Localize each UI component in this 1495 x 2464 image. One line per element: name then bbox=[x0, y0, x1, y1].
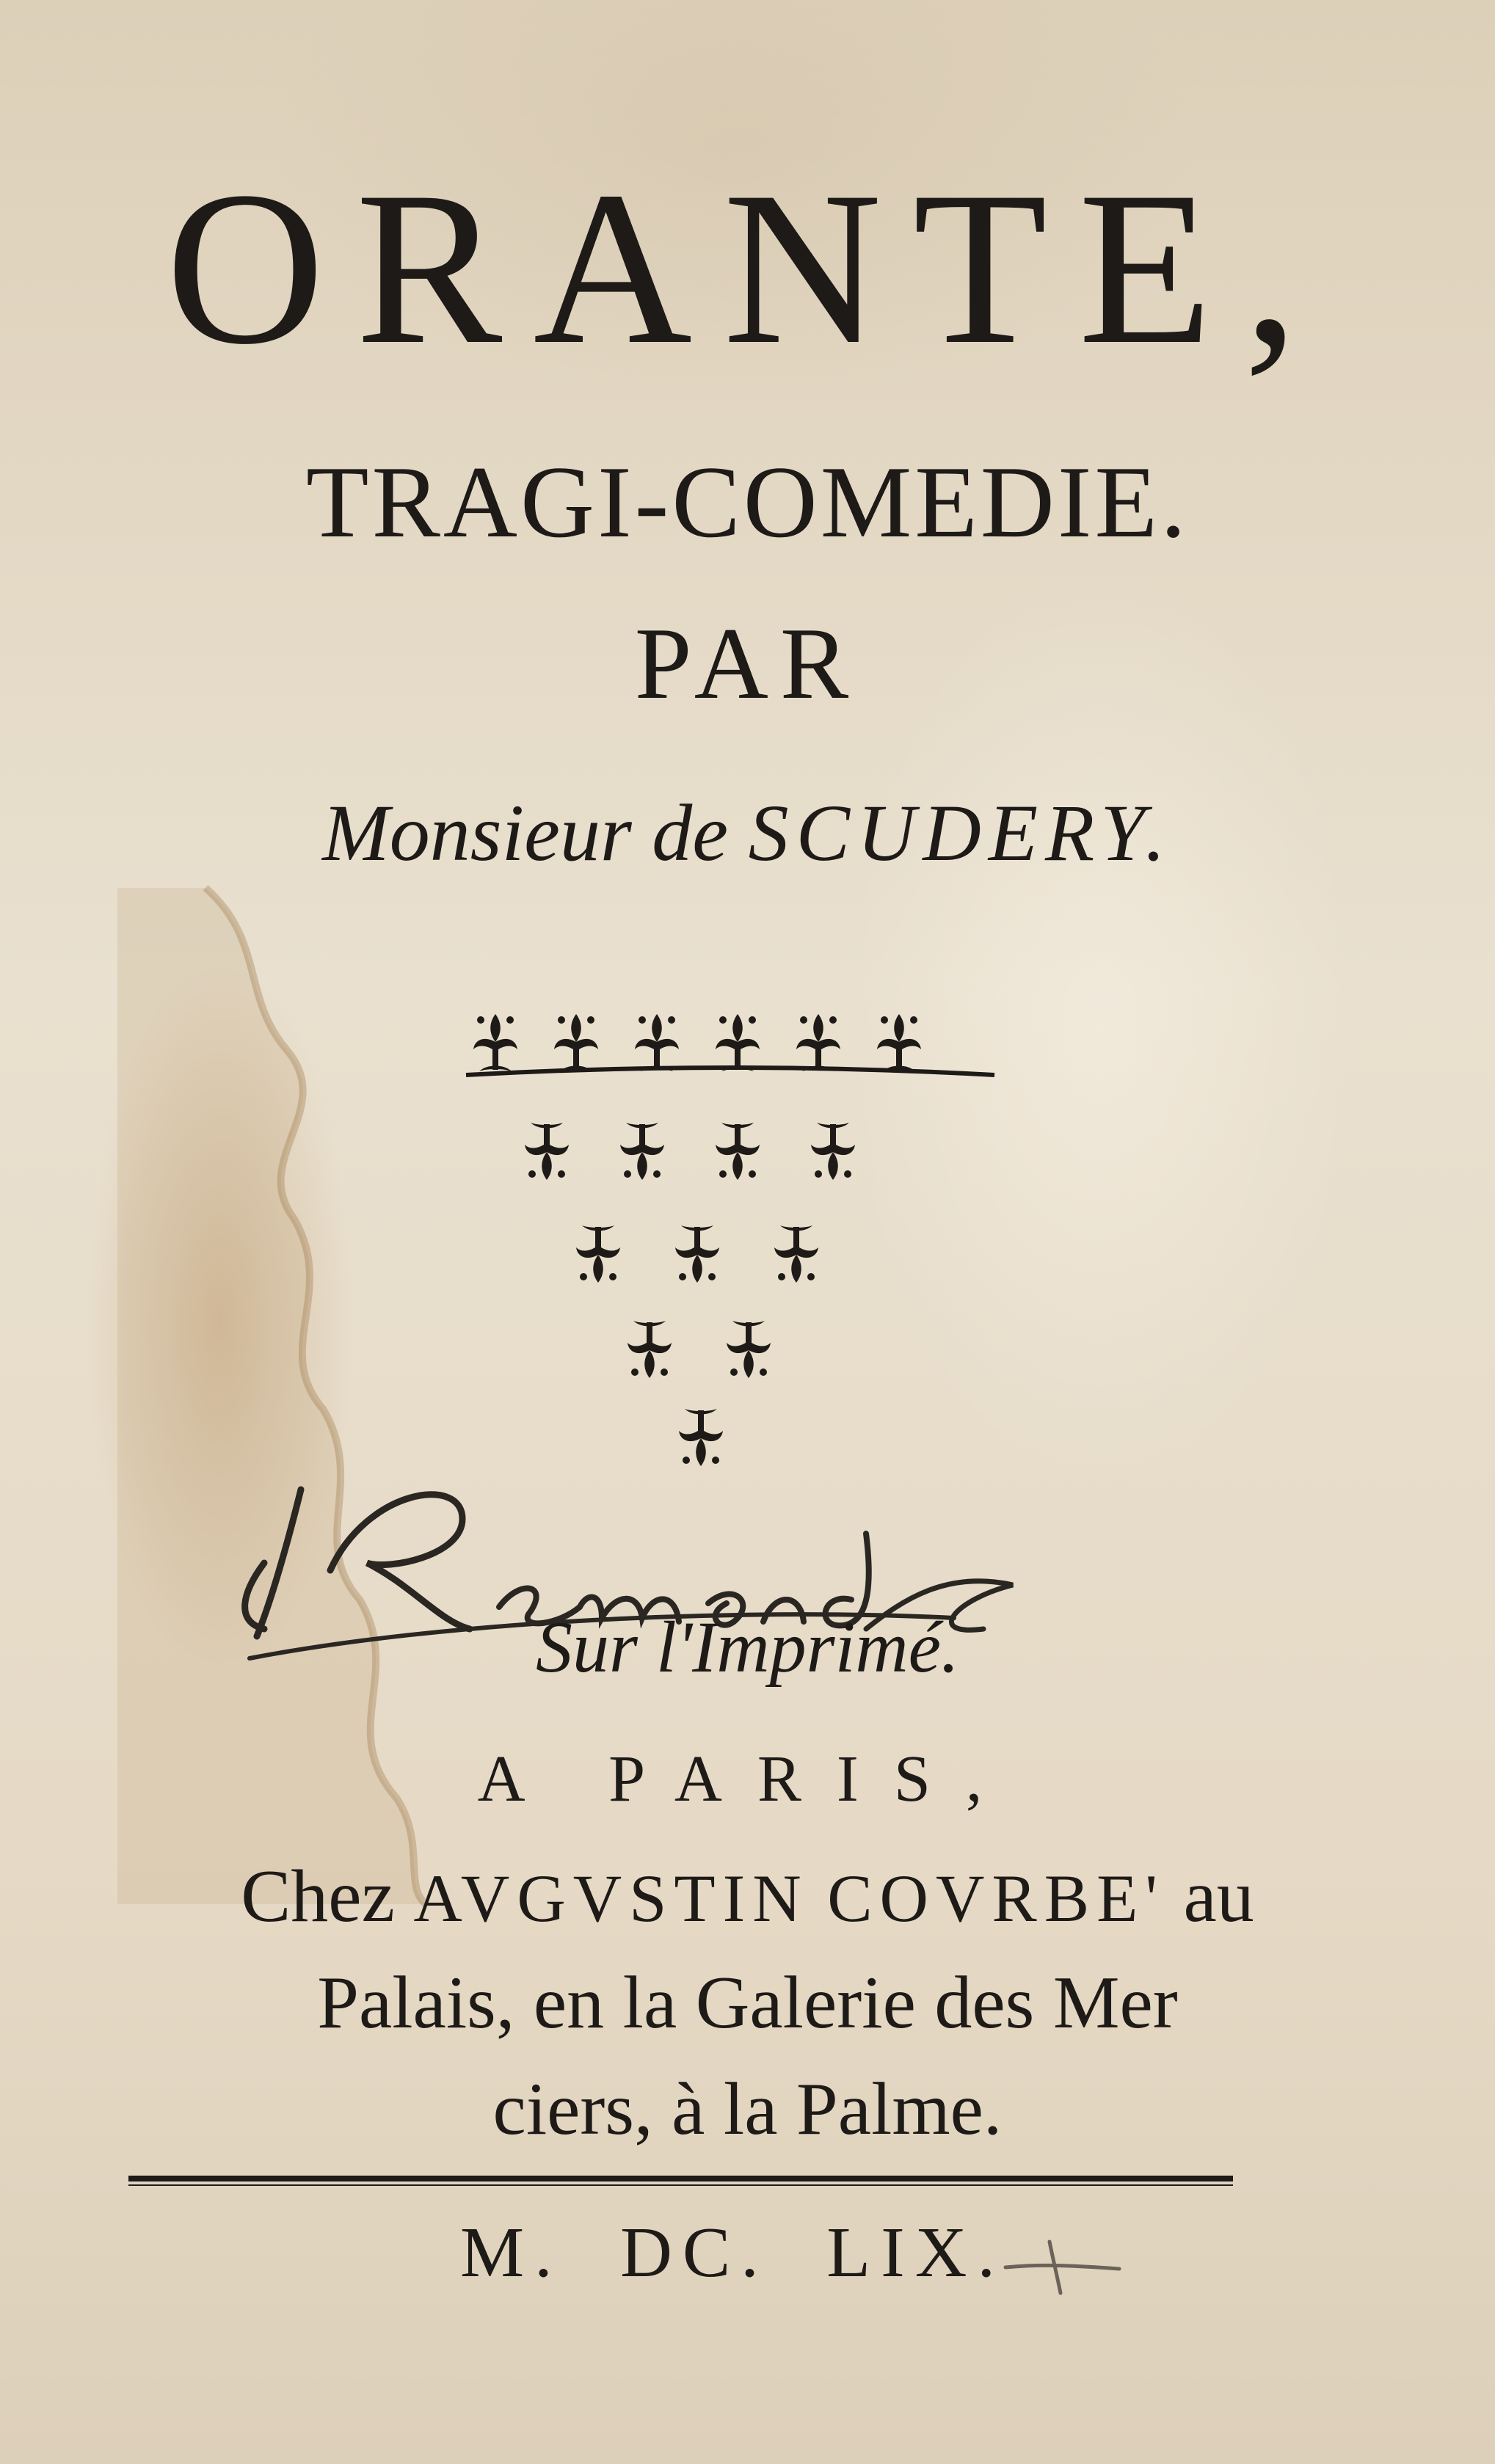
date-part: LIX. bbox=[826, 2213, 1006, 2292]
date-part: M. bbox=[459, 2213, 563, 2292]
pencil-cross-mark bbox=[998, 2231, 1123, 2297]
publisher-surname: COVRBE' bbox=[827, 1861, 1165, 1936]
publisher-line-3: ciers, à la Palme. bbox=[492, 2068, 1003, 2151]
publication-date bbox=[0, 2209, 1495, 2297]
book-subtitle: TRAGI-COMEDIE. bbox=[305, 445, 1190, 559]
publisher-tail: au bbox=[1183, 1855, 1254, 1938]
publisher-chez: Chez bbox=[241, 1855, 395, 1938]
by-line: PAR bbox=[634, 607, 861, 721]
date-part: DC. bbox=[620, 2213, 769, 2292]
imprint-rule bbox=[128, 2176, 1233, 2186]
publisher-line-2: Palais, en la Galerie des Mer bbox=[317, 1961, 1178, 2044]
publisher-name: AVGVSTIN bbox=[413, 1861, 809, 1936]
author-line bbox=[0, 785, 1495, 881]
author-prefix: Monsieur de bbox=[322, 788, 729, 878]
imprint-city: A PARIS, bbox=[477, 1743, 1018, 1815]
book-title: ORANTE, bbox=[165, 146, 1330, 390]
imprimatur-note: Sur l'Imprimé. bbox=[536, 1606, 959, 1688]
publisher-line-1 bbox=[0, 1849, 1495, 1946]
author-name: SCUDERY. bbox=[748, 788, 1173, 878]
fleuron-ornament bbox=[437, 983, 1024, 1497]
